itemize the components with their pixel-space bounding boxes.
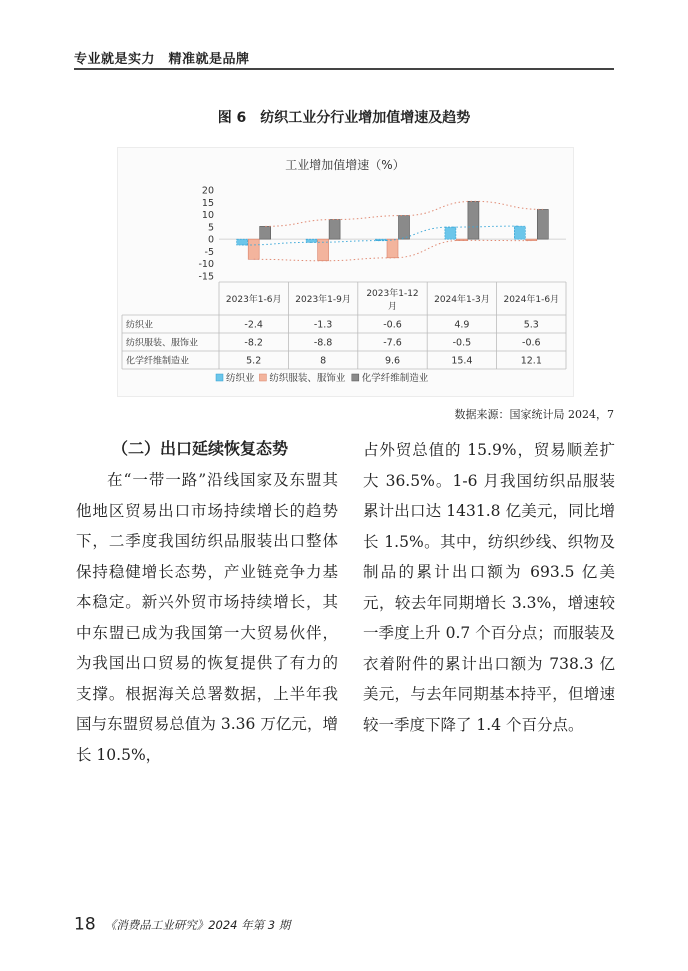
table-value: 4.9 [454,319,470,331]
bar-3-2023年1-6月 [260,226,271,239]
table-value: 8 [320,355,327,367]
category-label: 2024年1-3月 [434,295,490,305]
page-footer [74,914,290,935]
y-tick-label: 0 [207,234,214,246]
legend-label-2: 纺织服装、服饰业 [269,373,346,384]
y-tick-label: 15 [201,197,214,209]
table-value: -0.6 [383,319,402,331]
chart-svg [118,148,573,396]
y-tick-label: 20 [201,185,214,197]
legend-swatch-2 [259,374,266,381]
bar-3-2023年1-9月 [329,219,340,239]
bar-3-2024年1-6月 [537,209,548,239]
y-tick-label: -5 [204,246,214,258]
table-row-label: 纺织业 [126,320,154,331]
table-value: 5.3 [523,319,539,331]
table-value: -8.2 [244,337,263,349]
bar-1-2024年1-3月 [445,227,456,239]
header-divider [74,68,614,70]
category-label: 2023年1-12 [366,289,419,299]
legend-swatch-3 [352,374,359,381]
y-tick-label: 10 [201,210,214,222]
bar-2-2024年1-3月 [456,239,467,241]
bar-1-2023年1-12月 [376,239,387,241]
legend-label-3: 化学纤维制造业 [361,373,429,384]
table-row-label: 纺织服装、服饰业 [126,338,199,349]
category-label: 月 [387,302,398,312]
table-value: -7.6 [383,337,402,349]
figure-title: 图 6 纺织工业分行业增加值增速及趋势 [217,110,471,126]
table-value: 9.6 [384,355,401,367]
table-row-label: 化学纤维制造业 [126,356,190,367]
header-slogan: 专业就是实力 精准就是品牌 [74,52,250,67]
figure-source: 数据来源：国家统计局 2024，7 [454,408,614,421]
category-label: 2023年1-9月 [295,295,351,305]
page-number: 18 [74,914,96,935]
table-value: -2.4 [244,319,263,331]
y-tick-label: 5 [207,222,214,234]
table-value: -1.3 [313,319,333,331]
table-value: -0.6 [522,337,541,349]
legend-swatch-1 [216,374,223,381]
bar-1-2024年1-6月 [514,226,525,239]
chart-container [117,147,574,397]
table-value: 5.2 [246,355,262,367]
table-value: 12.1 [520,355,542,367]
category-label: 2024年1-6月 [503,295,560,305]
legend-label-1: 纺织业 [226,373,255,384]
table-value: 15.4 [451,355,473,367]
table-value: -0.5 [452,337,472,349]
y-tick-label: -15 [198,271,214,283]
chart-title: 工业增加值增速（%） [285,158,405,172]
section-title: （二）出口延续恢复态势 [112,439,289,458]
body-text-left-column: 在“一带一路”沿线国家及东盟其他地区贸易出口市场持续增长的趋势下，二季度我国纺织品服装出口整体保持稳健增长态势，产业链竞争力基本稳定。新兴外贸市场持续增长，其中东盟已成为我国第一大贸易伙伴，为我国出口贸易的恢复提供了有力的支撑。根据海关总署数据，上半年我国与东盟贸易总值为 3.36 万亿元，增长 10.5%， [76,471,338,764]
category-label: 2023年1-6月 [225,295,282,305]
table-value: -8.8 [313,337,333,349]
bar-3-2023年1-12月 [399,216,410,240]
body-text-right-column: 占外贸总值的 15.9%，贸易顺差扩大 36.5%。1-6 月我国纺织品服装累计出口达 1431.8 亿美元，同比增长 1.5%。其中，纺织纱线、织物及制品的累计出口额为 693.5 亿美元，较去年同期增长 3.3%，增速较一季度上升 0.7 个百分点；而服装及衣着附件的累计出口额为 738.3 亿美元，与去年同期基本持平，但增速较一季度下降了 1.4 个百分点。 [363,441,615,734]
bar-2-2023年1-6月 [248,239,259,259]
journal-citation: 《消费品工业研究》2024 年第 3 期 [104,917,291,932]
y-tick-label: -10 [198,259,214,271]
bar-1-2023年1-6月 [237,239,248,245]
bar-3-2024年1-3月 [468,201,479,239]
bar-2-2023年1-12月 [387,239,398,258]
